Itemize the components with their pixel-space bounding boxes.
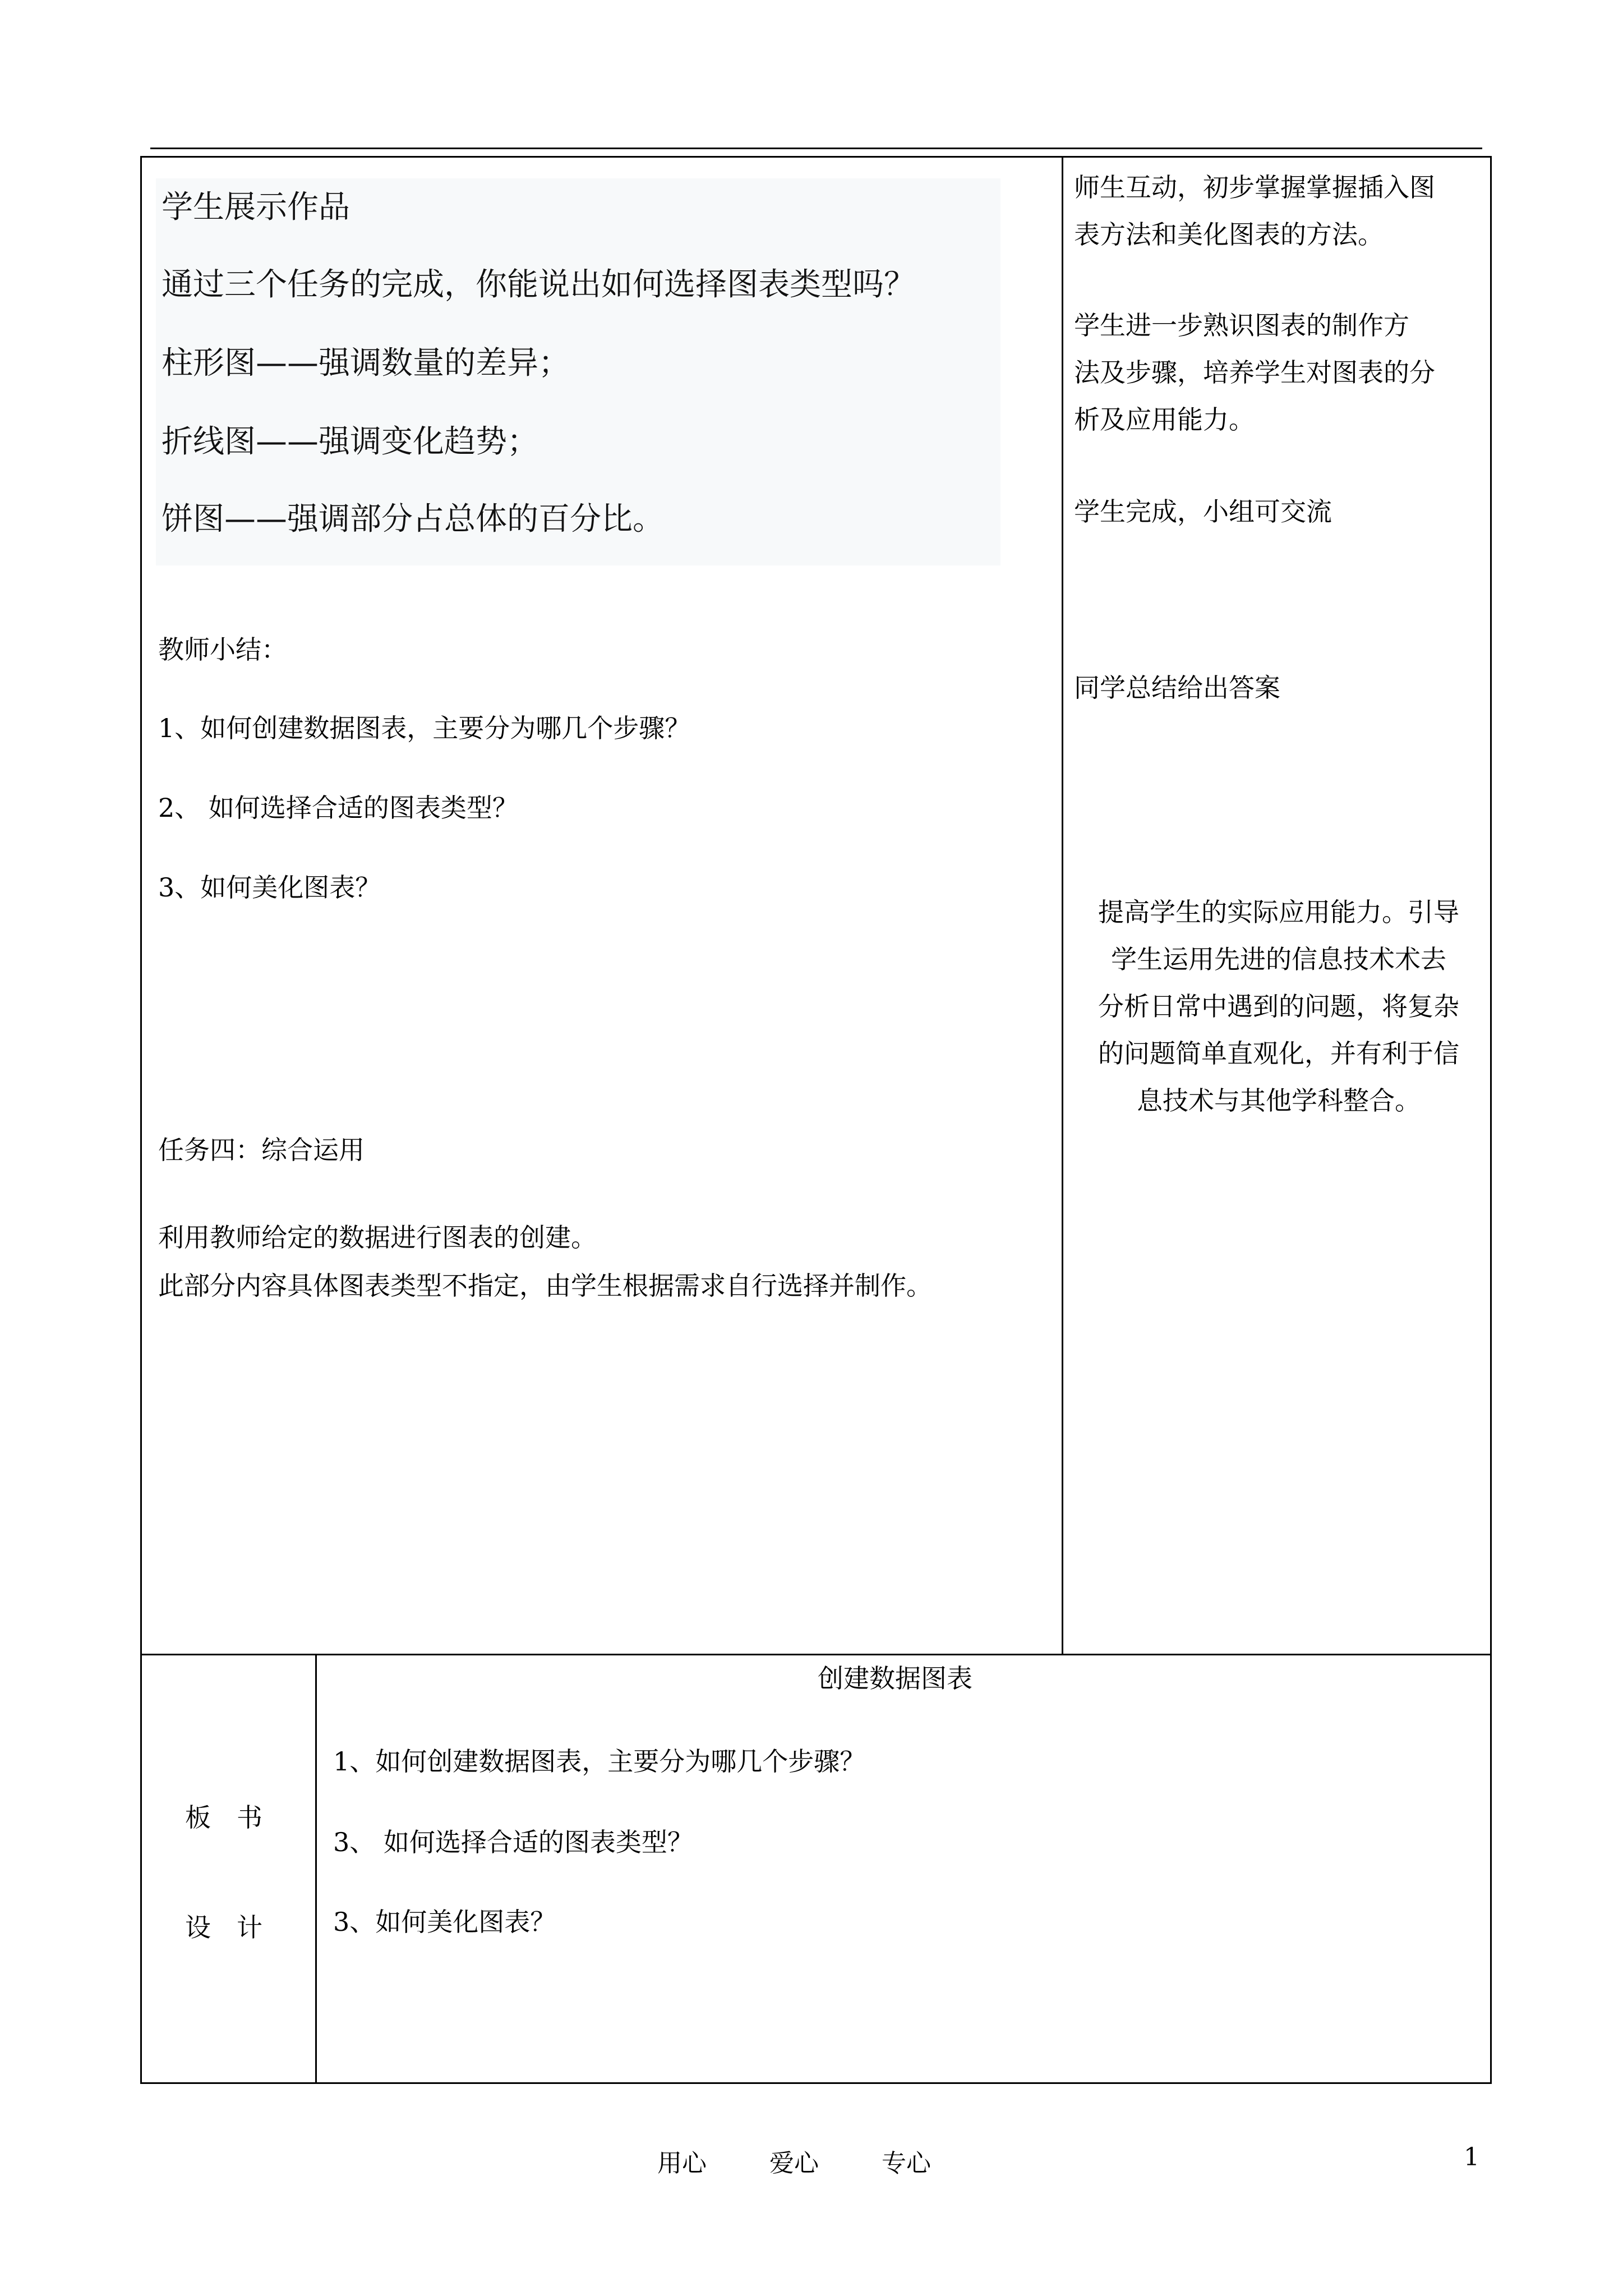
column-divider: [1062, 156, 1063, 1655]
image-line-line: 折线图——强调变化趋势；: [162, 424, 538, 460]
task4-line-2: 此部分内容具体图表类型不指定，由学生根据需求自行选择并制作。: [158, 1271, 932, 1301]
image-line-bar: 柱形图——强调数量的差异；: [162, 345, 570, 381]
note-5-line-3: 分析日常中遇到的问题，将复杂: [1098, 991, 1459, 1022]
student-work-image: [156, 178, 1000, 565]
footer-motto-2: 爱心: [769, 2149, 819, 2178]
board-label-1: 板 书: [185, 1802, 262, 1833]
board-label-2: 设 计: [185, 1912, 262, 1943]
right-notes: [1074, 664, 1483, 711]
board-question-1: 1、如何创建数据图表，主要分为哪几个步骤？: [333, 1746, 866, 1777]
footer-motto-1: 用心: [657, 2149, 707, 2178]
note-5-line-5: 息技术与其他学科整合。: [1137, 1085, 1421, 1116]
note-5-line-2: 学生运用先进的信息技术术去: [1111, 944, 1446, 974]
note-1-line-1: 师生互动，初步掌握掌握插入图: [1074, 172, 1435, 203]
note-5-line-4: 的问题简单直观化，并有利于信: [1098, 1038, 1459, 1069]
page-number: 1: [1464, 2143, 1479, 2171]
note-1-line-2: 表方法和美化图表的方法。: [1074, 219, 1384, 250]
board-question-2: 3、 如何选择合适的图表类型？: [333, 1827, 693, 1857]
task4-heading: 任务四：综合运用: [158, 1135, 365, 1165]
footer-motto-3: 专心: [882, 2149, 931, 2178]
task4-line-1: 利用教师给定的数据进行图表的创建。: [158, 1222, 597, 1253]
image-question: 通过三个任务的完成，你能说出如何选择图表类型吗？: [162, 266, 915, 303]
board-question-3: 3、如何美化图表？: [333, 1907, 556, 1937]
board-label-divider: [315, 1654, 317, 2084]
summary-label: 教师小结：: [158, 634, 287, 665]
right-notes: [1074, 302, 1483, 443]
note-2-line-3: 析及应用能力。: [1074, 404, 1255, 435]
row-divider: [140, 1654, 1492, 1655]
note-4: 同学总结给出答案: [1074, 673, 1280, 703]
header-rule: [150, 148, 1482, 149]
note-3: 学生完成，小组可交流: [1074, 496, 1332, 527]
image-title: 学生展示作品: [162, 189, 350, 226]
summary-question-1: 1、如何创建数据图表，主要分为哪几个步骤？: [158, 713, 691, 743]
summary-question-3: 3、如何美化图表？: [158, 872, 381, 903]
image-line-pie: 饼图——强调部分占总体的百分比。: [162, 501, 664, 537]
board-title: 创建数据图表: [818, 1663, 972, 1694]
summary-question-2: 2、 如何选择合适的图表类型？: [158, 793, 518, 823]
note-2-line-1: 学生进一步熟识图表的制作方: [1074, 310, 1409, 341]
right-notes: [1074, 889, 1483, 1124]
right-notes: [1074, 488, 1483, 535]
note-5-line-1: 提高学生的实际应用能力。引导: [1098, 897, 1459, 927]
right-notes: [1074, 164, 1483, 258]
note-2-line-2: 法及步骤，培养学生对图表的分: [1074, 357, 1435, 388]
